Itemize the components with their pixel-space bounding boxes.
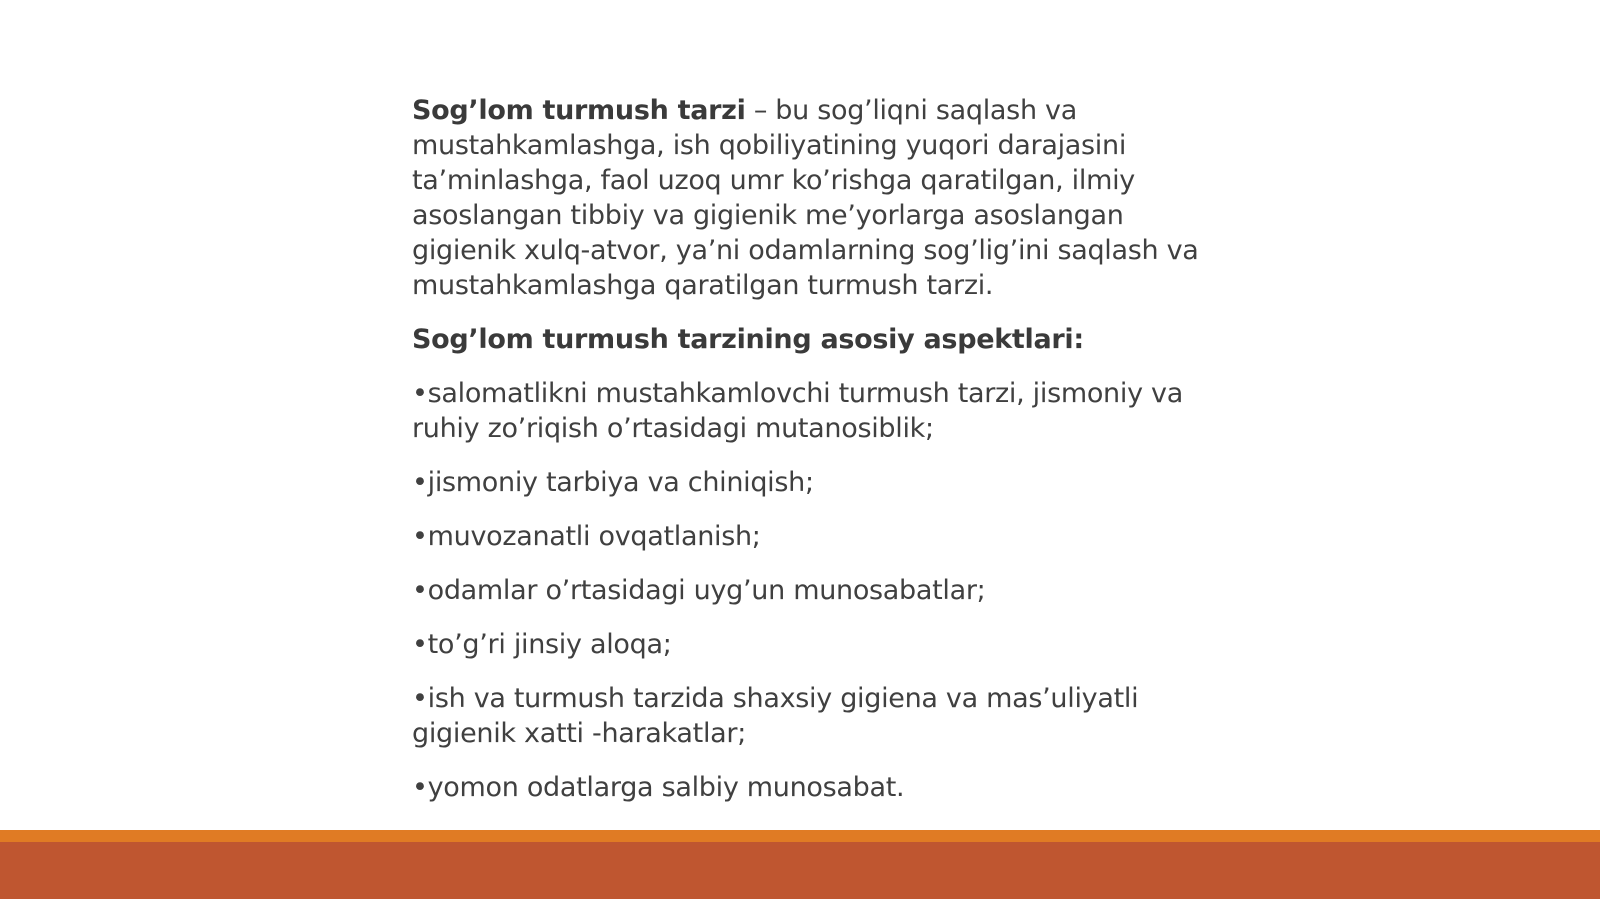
slide-content [412,93,1202,824]
list-item: •to’g’ri jinsiy aloqa; [412,629,672,660]
aspects-heading-text: Sog’lom turmush tarzining asosiy aspektlari: [412,324,1084,355]
list-item: •jismoniy tarbiya va chiniqish; [412,467,814,498]
aspects-heading [412,322,1202,357]
list-item: •yomon odatlarga salbiy munosabat. [412,772,905,803]
definition-term: Sog’lom turmush tarzi [412,95,746,126]
definition-paragraph [412,93,1202,303]
list-item: •salomatlikni mustahkamlovchi turmush tarzi, jismoniy va ruhiy zo’riqish o’rtasidagi mutanosiblik; [412,378,1183,444]
list-item: •odamlar o’rtasidagi uyg’un munosabatlar; [412,575,986,606]
definition-text: – bu sog’liqni saqlash va mustahkamlashga, ish qobiliyatining yuqori darajasini ta’minlashga, faol uzoq umr ko’rishga qaratilgan, ilmiy asoslangan tibbiy va gigienik me’yorlarga asoslangan gigienik xulq-atvor, ya’ni odamlarning sog’lig’ini saqlash va mustahkamlashga qaratilgan turmush tarzi. [412,95,1199,301]
list-item: •muvozanatli ovqatlanish; [412,521,761,552]
list-item: •ish va turmush tarzida shaxsiy gigiena va mas’uliyatli gigienik xatti -harakatlar; [412,683,1139,749]
footer-accent-stripe [0,830,1600,842]
aspects-list [412,376,1202,805]
footer-bar [0,830,1600,899]
